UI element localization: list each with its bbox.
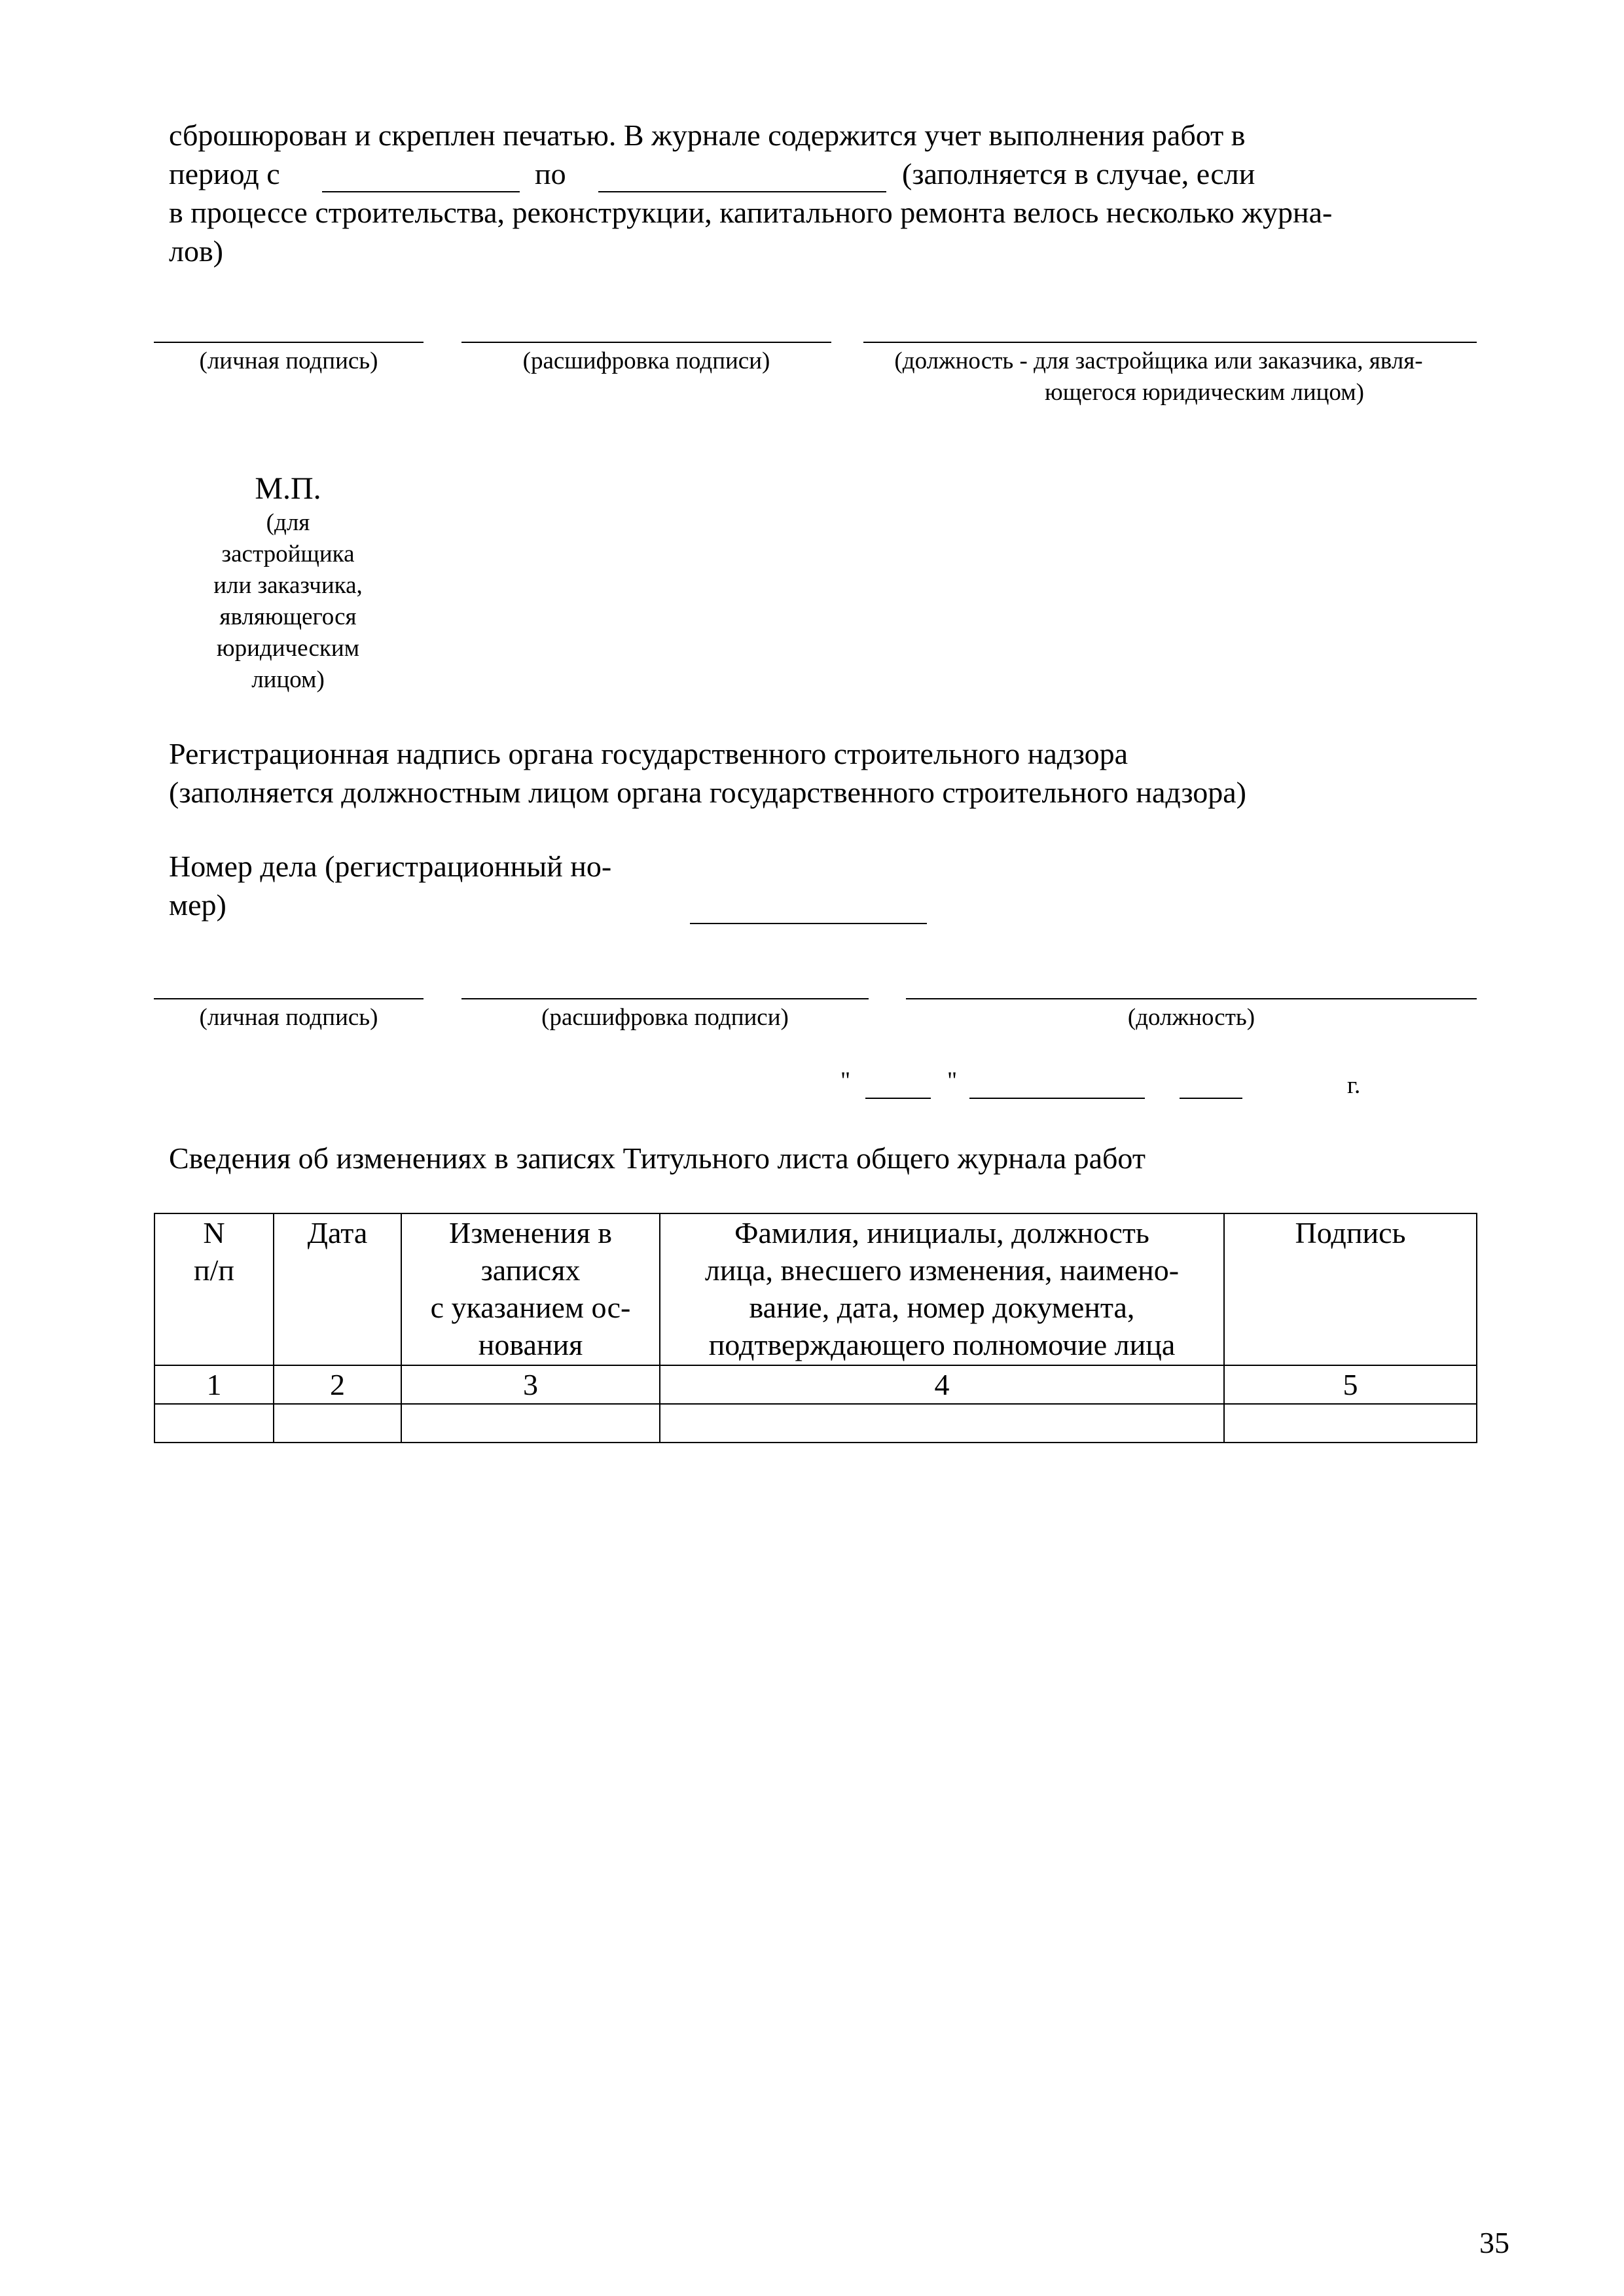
case-number-label-line-1: Номер дела (регистрационный но- bbox=[169, 850, 612, 883]
empty-cell[interactable] bbox=[154, 1404, 274, 1443]
personal-signature-caption-1: (личная подпись) bbox=[199, 348, 378, 374]
stamp-line: (для bbox=[266, 509, 310, 536]
signature-decoding-line-1[interactable] bbox=[461, 342, 831, 343]
empty-cell[interactable] bbox=[401, 1404, 660, 1443]
table-header-row bbox=[154, 1213, 1477, 1365]
page-number: 35 bbox=[1479, 2226, 1509, 2259]
date-quote-close: " bbox=[947, 1067, 958, 1094]
signature-decoding-caption-1: (расшифровка подписи) bbox=[522, 348, 770, 374]
registration-note: (заполняется должностным лицом органа государственного строительного надзора) bbox=[169, 776, 1246, 809]
date-year-suffix: г. bbox=[1347, 1072, 1361, 1099]
column-number-cell: 1 bbox=[154, 1365, 274, 1404]
date-quote-open: " bbox=[840, 1067, 851, 1094]
header-line: лица, внесшего изменения, наимено- bbox=[704, 1253, 1180, 1287]
column-number-cell: 2 bbox=[274, 1365, 401, 1404]
position-line-1[interactable] bbox=[863, 342, 1477, 343]
intro-line-3: в процессе строительства, реконструкции, капитального ремонта велось несколько журна- bbox=[169, 196, 1333, 229]
period-to-field[interactable] bbox=[598, 191, 886, 192]
empty-cell[interactable] bbox=[660, 1404, 1224, 1443]
stamp-line: являющегося bbox=[219, 603, 357, 630]
position-caption-2: (должность) bbox=[1127, 1004, 1255, 1031]
header-line: Фамилия, инициалы, должность bbox=[734, 1216, 1149, 1249]
period-from-label: период с bbox=[169, 157, 280, 190]
column-number-cell: 3 bbox=[401, 1365, 660, 1404]
header-line: п/п bbox=[193, 1253, 234, 1287]
period-from-field[interactable] bbox=[322, 191, 520, 192]
position-caption-1-line-2: ющегося юридическим лицом) bbox=[1045, 379, 1364, 406]
header-number bbox=[154, 1213, 274, 1365]
signature-decoding-line-2[interactable] bbox=[461, 998, 869, 999]
date-month-field[interactable] bbox=[969, 1098, 1145, 1099]
header-changes bbox=[401, 1213, 660, 1365]
personal-signature-line-1[interactable] bbox=[154, 342, 424, 343]
header-line: Дата bbox=[307, 1216, 368, 1249]
header-line: Изменения в bbox=[449, 1216, 612, 1249]
header-date bbox=[274, 1213, 401, 1365]
date-day-field[interactable] bbox=[865, 1098, 931, 1099]
header-line: N bbox=[203, 1216, 225, 1249]
column-number-cell: 5 bbox=[1224, 1365, 1477, 1404]
changes-table bbox=[154, 1213, 1477, 1443]
position-line-2[interactable] bbox=[906, 998, 1477, 999]
header-signature bbox=[1224, 1213, 1477, 1365]
intro-line-4: лов) bbox=[169, 234, 223, 268]
header-line: вание, дата, номер документа, bbox=[749, 1291, 1135, 1324]
empty-cell[interactable] bbox=[1224, 1404, 1477, 1443]
signature-decoding-caption-2: (расшифровка подписи) bbox=[541, 1004, 789, 1031]
period-note: (заполняется в случае, если bbox=[902, 157, 1255, 190]
stamp-title: М.П. bbox=[255, 471, 321, 506]
date-year-field[interactable] bbox=[1180, 1098, 1242, 1099]
header-line: Подпись bbox=[1295, 1216, 1406, 1249]
changes-section-title: Сведения об изменениях в записях Титульного листа общего журнала работ bbox=[169, 1141, 1146, 1175]
case-number-field[interactable] bbox=[690, 923, 927, 924]
table-row-column-numbers bbox=[154, 1365, 1477, 1404]
empty-cell[interactable] bbox=[274, 1404, 401, 1443]
case-number-label-line-2: мер) bbox=[169, 888, 226, 922]
personal-signature-caption-2: (личная подпись) bbox=[199, 1004, 378, 1031]
header-person-document bbox=[660, 1213, 1224, 1365]
header-line: нования bbox=[478, 1328, 583, 1361]
registration-title: Регистрационная надпись органа государственного строительного надзора bbox=[169, 737, 1128, 770]
header-line: записях bbox=[480, 1253, 581, 1287]
stamp-line: застройщика bbox=[221, 541, 355, 567]
intro-line-1: сброшюрован и скреплен печатью. В журнале содержится учет выполнения работ в bbox=[169, 118, 1246, 152]
position-caption-1-line-1: (должность - для застройщика или заказчика, явля- bbox=[894, 348, 1423, 374]
header-line: подтверждающего полномочие лица bbox=[708, 1328, 1176, 1361]
header-line: с указанием ос- bbox=[430, 1291, 631, 1324]
stamp-line: лицом) bbox=[251, 666, 325, 693]
table-row-empty bbox=[154, 1404, 1477, 1443]
column-number-cell: 4 bbox=[660, 1365, 1224, 1404]
period-to-label: по bbox=[535, 157, 566, 190]
stamp-line: или заказчика, bbox=[213, 572, 363, 599]
stamp-line: юридическим bbox=[216, 635, 360, 662]
personal-signature-line-2[interactable] bbox=[154, 998, 424, 999]
